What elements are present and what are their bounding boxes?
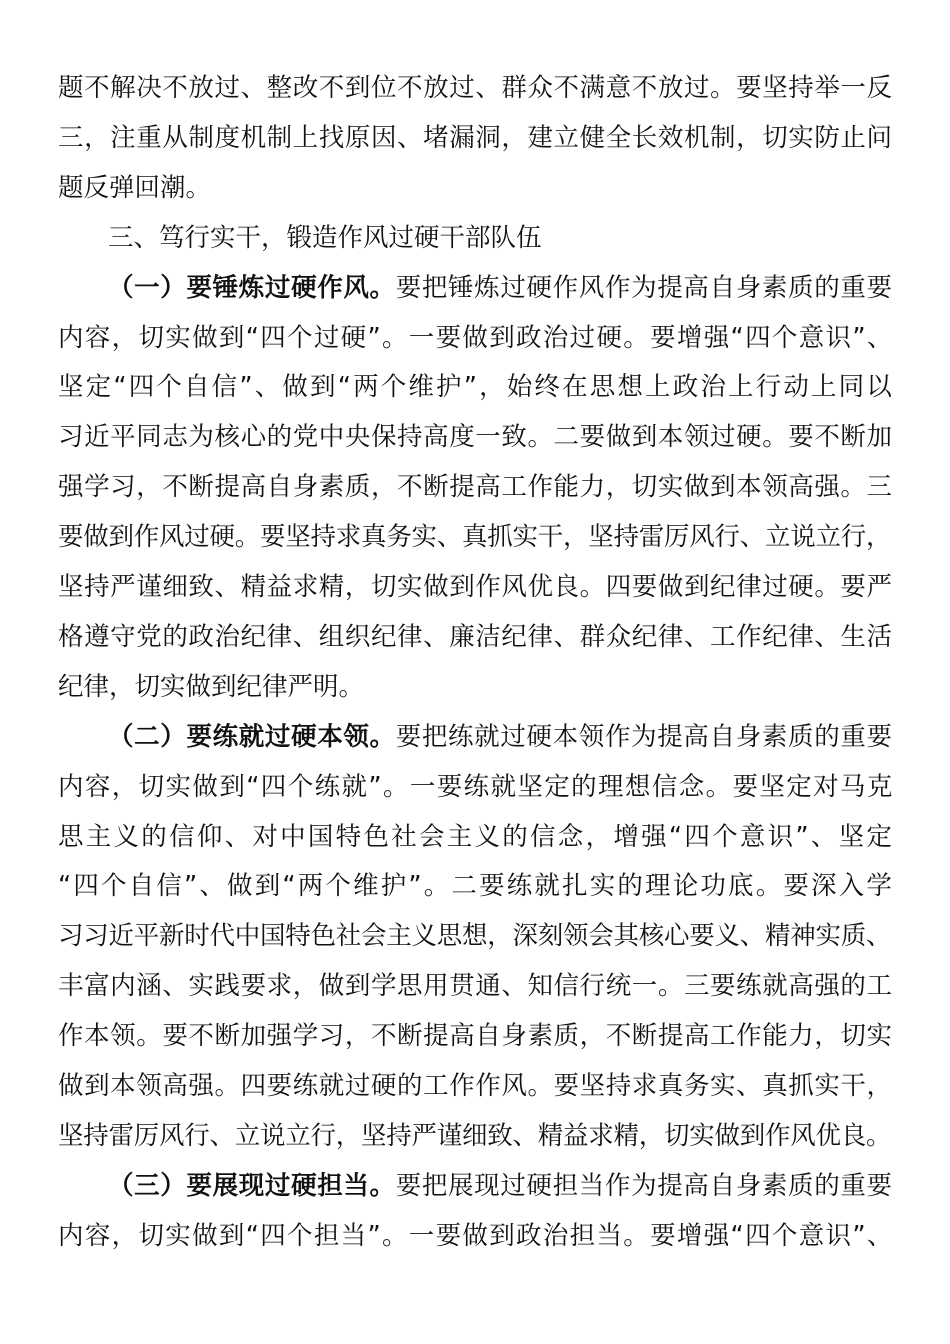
text-line xyxy=(58,617,893,657)
body-text: 内容，切实做到“四个过硬”。一要做到政治过硬。要增强“四个意识”、 xyxy=(58,322,894,353)
text-line xyxy=(58,767,894,807)
body-text: 三、笃行实干，锻造作风过硬干部队伍 xyxy=(108,222,542,253)
section-heading-text: （三）要展现过硬担当。 xyxy=(108,1170,396,1201)
body-text: 题反弹回潮。 xyxy=(58,172,212,203)
body-text: 要把锤炼过硬作风作为提高自身素质的重要 xyxy=(395,272,893,303)
body-text: 三，注重从制度机制上找原因、堵漏洞，建立健全长效机制，切实防止问 xyxy=(58,122,893,153)
text-line xyxy=(58,1216,894,1256)
text-line xyxy=(58,1016,893,1056)
text-line xyxy=(58,966,893,1006)
body-text: 坚定“四个自信”、做到“两个维护”，始终在思想上政治上行动上同以 xyxy=(58,372,894,403)
paragraph-first-line xyxy=(108,1166,893,1206)
body-text: 格遵守党的政治纪律、组织纪律、廉洁纪律、群众纪律、工作纪律、生活 xyxy=(58,621,893,652)
text-line xyxy=(58,1066,893,1106)
body-text: 要把练就过硬本领作为提高自身素质的重要 xyxy=(395,721,893,752)
body-text: 作本领。要不断加强学习，不断提高自身素质，不断提高工作能力，切实 xyxy=(58,1021,893,1052)
text-line xyxy=(58,118,893,158)
body-text: 习习近平新时代中国特色社会主义思想，深刻领会其核心要义、精神实质、 xyxy=(58,921,892,952)
body-text: 内容，切实做到“四个担当”。一要做到政治担当。要增强“四个意识”、 xyxy=(58,1220,894,1251)
paragraph-first-line xyxy=(108,218,542,258)
body-text: “四个自信”、做到“两个维护”。二要练就扎实的理论功底。要深入学 xyxy=(58,871,894,902)
paragraph-first-line xyxy=(108,268,893,308)
body-text: 思主义的信仰、对中国特色社会主义的信念，增强“四个意识”、坚定 xyxy=(58,821,895,852)
section-heading-text: （一）要锤炼过硬作风。 xyxy=(108,272,396,303)
body-text: 要把展现过硬担当作为提高自身素质的重要 xyxy=(395,1170,893,1201)
text-line xyxy=(58,667,364,707)
text-line xyxy=(58,916,891,956)
body-text: 坚持雷厉风行、立说立行，坚持严谨细致、精益求精，切实做到作风优良。 xyxy=(58,1120,892,1151)
text-line xyxy=(58,866,894,906)
body-text: 内容，切实做到“四个练就”。一要练就坚定的理想信念。要坚定对马克 xyxy=(58,771,894,802)
text-line xyxy=(58,68,893,108)
text-line xyxy=(58,417,893,457)
text-line xyxy=(58,817,894,857)
section-heading-text: （二）要练就过硬本领。 xyxy=(108,721,396,752)
body-text: 做到本领高强。四要练就过硬的工作作风。要坚持求真务实、真抓实干， xyxy=(58,1071,893,1101)
paragraph-first-line xyxy=(108,717,893,757)
text-line xyxy=(58,1116,891,1156)
text-line xyxy=(58,567,893,607)
text-line xyxy=(58,517,891,557)
text-line xyxy=(58,318,894,358)
text-line xyxy=(58,367,894,407)
text-line xyxy=(58,467,893,507)
body-text: 丰富内涵、实践要求，做到学思用贯通、知信行统一。三要练就高强的工 xyxy=(58,971,893,1002)
body-text: 习近平同志为核心的党中央保持高度一致。二要做到本领过硬。要不断加 xyxy=(58,422,893,453)
body-text: 纪律，切实做到纪律严明。 xyxy=(58,671,365,702)
body-text: 题不解决不放过、整改不到位不放过、群众不满意不放过。要坚持举一反 xyxy=(58,73,893,103)
body-text: 要做到作风过硬。要坚持求真务实、真抓实干，坚持雷厉风行、立说立行， xyxy=(58,522,892,553)
body-text: 强学习，不断提高自身素质，不断提高工作能力，切实做到本领高强。三 xyxy=(58,472,893,503)
body-text: 坚持严谨细致、精益求精，切实做到作风优良。四要做到纪律过硬。要严 xyxy=(58,572,893,602)
text-line xyxy=(58,168,211,208)
